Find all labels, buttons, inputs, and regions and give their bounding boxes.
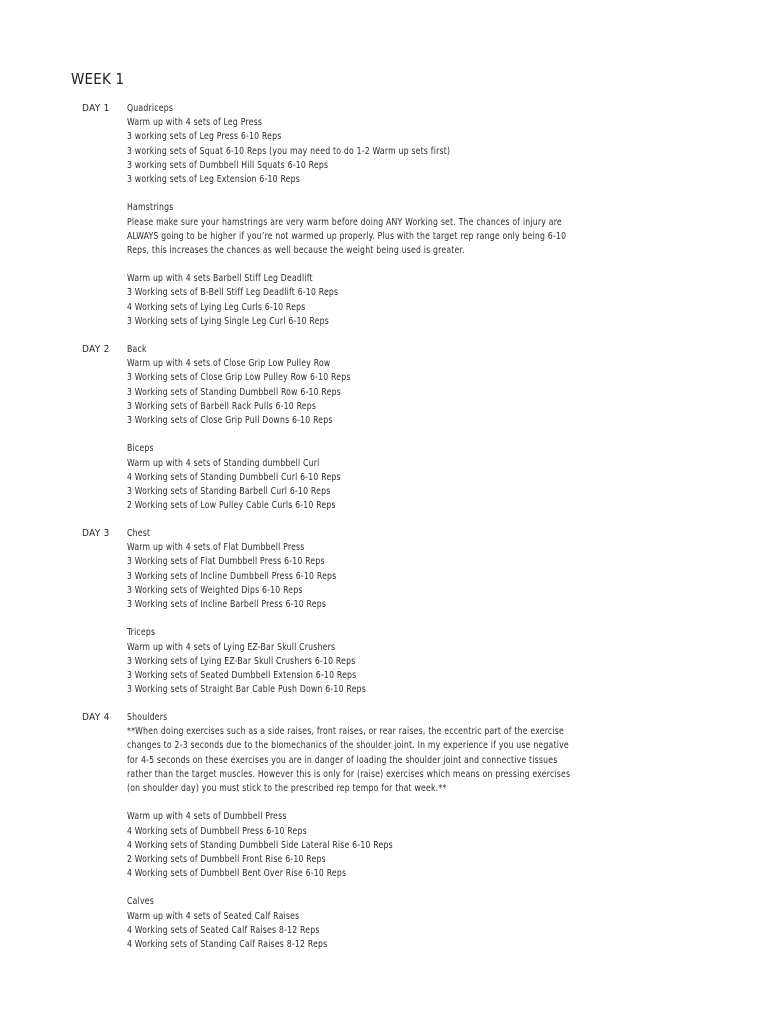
day-label: DAY 4 xyxy=(82,712,110,723)
day-content xyxy=(127,711,587,952)
text-line: Calves xyxy=(127,896,154,908)
text-line: 2 Working sets of Low Pulley Cable Curls 6-10 Reps xyxy=(127,500,336,512)
paragraph-spacer xyxy=(127,187,587,201)
text-line: 4 Working sets of Dumbbell Bent Over Rise 6-10 Reps xyxy=(127,868,347,880)
text-line: 4 Working sets of Lying Leg Curls 6-10 Reps xyxy=(127,301,306,313)
paragraph-spacer xyxy=(127,612,587,626)
text-line: Shoulders xyxy=(127,712,168,723)
text-line: 2 Working sets of Dumbbell Front Rise 6-10 Reps xyxy=(127,853,326,865)
text-line: 4 Working sets of Standing Dumbbell Side Lateral Rise 6-10 Reps xyxy=(127,839,393,851)
text-line: 3 working sets of Dumbbell Hill Squats 6-10 Reps xyxy=(127,159,329,171)
week-title: WEEK 1 xyxy=(71,70,125,88)
text-line: Back xyxy=(127,344,147,355)
text-line: Quadriceps xyxy=(127,103,174,114)
paragraph-spacer xyxy=(127,881,587,895)
text-line: Warm up with 4 sets of Leg Press xyxy=(127,117,263,129)
text-line: Warm up with 4 sets of Close Grip Low Pulley Row xyxy=(127,358,331,370)
text-line: Reps, this increases the chances as well because the weight being used is greater. xyxy=(127,244,465,256)
text-line: Warm up with 4 sets of Standing dumbbell Curl xyxy=(127,457,320,469)
text-line: Warm up with 4 sets of Flat Dumbbell Press xyxy=(127,542,305,554)
text-line: 3 Working sets of Standing Barbell Curl 6-10 Reps xyxy=(127,485,331,497)
text-line: 4 Working sets of Seated Calf Raises 8-12 Reps xyxy=(127,924,320,936)
paragraph-spacer xyxy=(127,428,587,442)
text-line: 3 working sets of Leg Press 6-10 Reps xyxy=(127,131,282,143)
day-content xyxy=(127,343,587,513)
text-line: rather than the target muscles. However this is only for (raise) exercises which means on pressing exercises xyxy=(127,768,571,780)
text-line: 3 Working sets of Lying Single Leg Curl 6-10 Reps xyxy=(127,315,329,327)
text-line: Chest xyxy=(127,528,151,539)
text-line: Please make sure your hamstrings are very warm before doing ANY Working set. The chances of injury are xyxy=(127,216,562,228)
paragraph-spacer xyxy=(127,258,587,272)
text-line: 3 Working sets of Lying EZ-Bar Skull Crushers 6-10 Reps xyxy=(127,655,356,667)
text-line: 3 Working sets of B-Bell Stiff Leg Deadlift 6-10 Reps xyxy=(127,287,339,299)
text-line: 3 Working sets of Close Grip Low Pulley Row 6-10 Reps xyxy=(127,372,351,384)
text-line: changes to 2-3 seconds due to the biomechanics of the shoulder joint. In my experience if you use negative xyxy=(127,740,569,752)
text-line: Hamstrings xyxy=(127,202,174,214)
text-line: Warm up with 4 sets of Lying EZ-Bar Skull Crushers xyxy=(127,641,336,653)
text-line: 3 Working sets of Standing Dumbbell Row 6-10 Reps xyxy=(127,386,341,398)
day-label: DAY 2 xyxy=(82,344,110,355)
text-line: 3 Working sets of Seated Dumbbell Extension 6-10 Reps xyxy=(127,669,357,681)
text-line: 4 Working sets of Dumbbell Press 6-10 Reps xyxy=(127,825,307,837)
paragraph-spacer xyxy=(127,796,587,810)
text-line: Biceps xyxy=(127,443,154,455)
text-line: 3 Working sets of Straight Bar Cable Push Down 6-10 Reps xyxy=(127,684,366,696)
text-line: Triceps xyxy=(127,627,156,639)
day-content xyxy=(127,527,587,697)
day-label: DAY 3 xyxy=(82,528,110,539)
text-line: (on shoulder day) you must stick to the prescribed rep tempo for that week.** xyxy=(127,782,447,794)
text-line: 3 Working sets of Incline Barbell Press 6-10 Reps xyxy=(127,598,327,610)
day-content xyxy=(127,102,587,329)
text-line: 3 Working sets of Incline Dumbbell Press 6-10 Reps xyxy=(127,570,337,582)
text-line: **When doing exercises such as a side raises, front raises, or rear raises, the eccentric part of the exercise xyxy=(127,726,564,738)
text-line: 4 Working sets of Standing Dumbbell Curl 6-10 Reps xyxy=(127,471,341,483)
text-line: 3 Working sets of Barbell Rack Pulls 6-10 Reps xyxy=(127,400,317,412)
text-line: 3 Working sets of Weighted Dips 6-10 Reps xyxy=(127,584,303,596)
text-line: 3 working sets of Leg Extension 6-10 Reps xyxy=(127,173,301,185)
day-label: DAY 1 xyxy=(82,103,110,114)
text-line: for 4-5 seconds on these exercises you are in danger of loading the shoulder joint and connective tissues xyxy=(127,754,558,766)
text-line: Warm up with 4 sets of Dumbbell Press xyxy=(127,811,287,823)
text-line: Warm up with 4 sets Barbell Stiff Leg Deadlift xyxy=(127,273,313,285)
text-line: 4 Working sets of Standing Calf Raises 8-12 Reps xyxy=(127,939,328,950)
text-line: ALWAYS going to be higher if you’re not warmed up properly. Plus with the target rep range only being 6-10 xyxy=(127,230,567,242)
text-line: Warm up with 4 sets of Seated Calf Raises xyxy=(127,910,300,922)
text-line: 3 Working sets of Flat Dumbbell Press 6-10 Reps xyxy=(127,556,325,568)
text-line: 3 Working sets of Close Grip Pull Downs 6-10 Reps xyxy=(127,414,333,426)
text-line: 3 working sets of Squat 6-10 Reps (you may need to do 1-2 Warm up sets first) xyxy=(127,145,451,157)
